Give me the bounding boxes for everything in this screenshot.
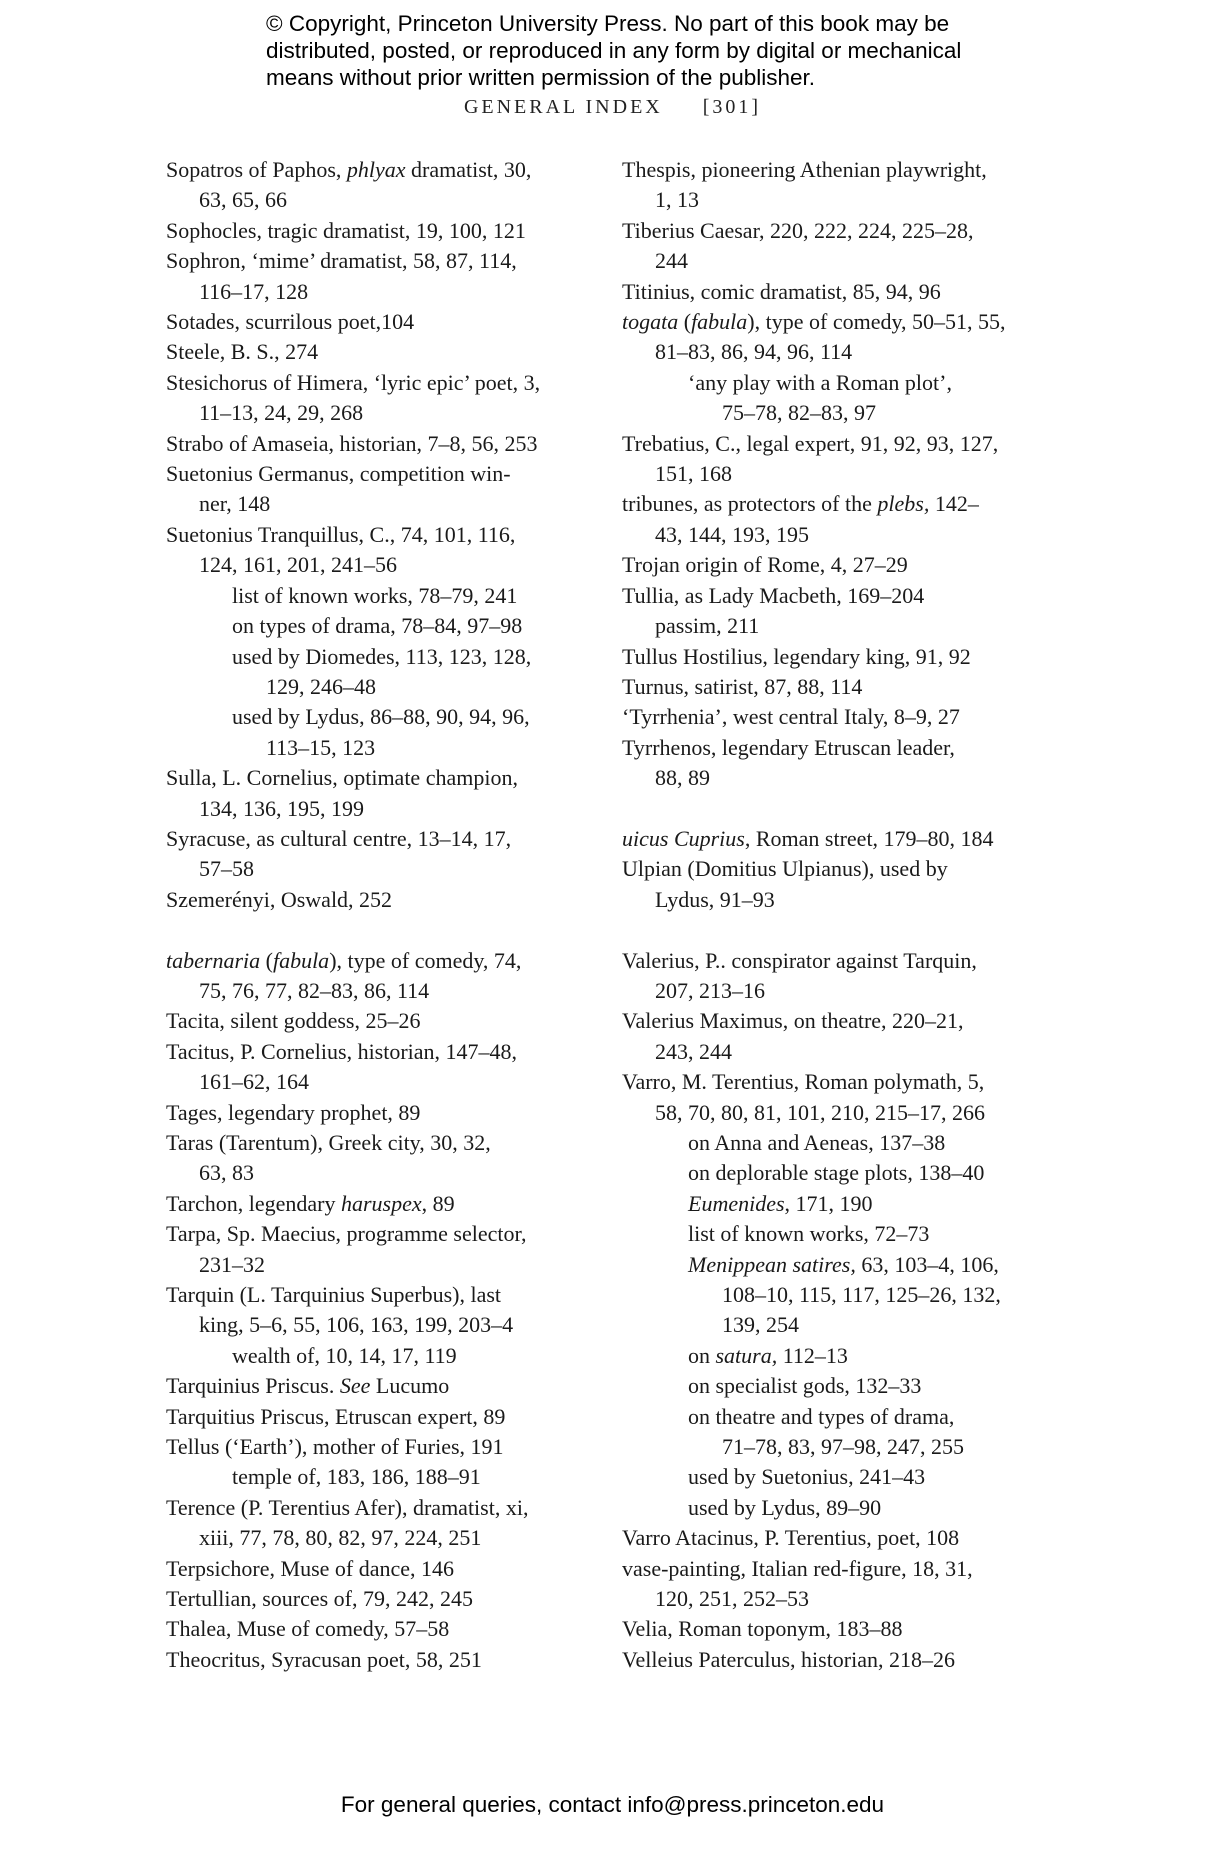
index-entry (166, 1098, 586, 1128)
index-entry-text: wealth of, 10, 14, 17, 119 (232, 1342, 457, 1368)
index-entry (622, 1614, 1042, 1644)
index-entry (166, 307, 586, 337)
index-entry-continuation (622, 1250, 1042, 1280)
index-entry-text: on types of drama, 78–84, 97–98 (232, 613, 523, 639)
running-head-title: GENERAL INDEX (463, 96, 663, 118)
index-entry-continuation (622, 1584, 1042, 1614)
index-entry-text: Thalea, Muse of comedy, 57–58 (166, 1616, 450, 1642)
index-entry-text: 120, 251, 252–53 (655, 1586, 809, 1612)
index-entry-text: 63, 83 (199, 1160, 254, 1186)
index-entry-text: Tarquinius Priscus. (166, 1373, 340, 1399)
index-entry-text: Terpsichore, Muse of dance, 146 (166, 1555, 455, 1581)
index-entry-italic-text: fabula (272, 947, 330, 973)
index-entry (166, 1371, 586, 1401)
index-entry (622, 854, 1042, 884)
index-entry-text: 231–32 (199, 1251, 265, 1277)
index-entry-continuation (622, 1128, 1042, 1158)
index-entry (622, 550, 1042, 580)
index-entry (166, 1645, 586, 1675)
index-entry-text: Suetonius Germanus, competition win- (166, 461, 511, 487)
index-entry (622, 1006, 1042, 1036)
index-entry-text: 88, 89 (655, 765, 710, 791)
index-entry-text: , 171, 190 (784, 1190, 873, 1216)
index-entry-text: 244 (655, 248, 688, 274)
index-entry-italic-text: See (339, 1373, 371, 1399)
index-entry-continuation (166, 1310, 586, 1340)
index-entry (166, 1128, 586, 1158)
index-entry-text: Steele, B. S., 274 (166, 339, 319, 365)
index-entry-text: used by Lydus, 86–88, 90, 94, 96, (232, 704, 530, 730)
footer-contact: For general queries, contact info@press.princeton.edu (340, 1792, 885, 1817)
index-entry-continuation (166, 854, 586, 884)
index-entry-continuation (166, 794, 586, 824)
index-entry-text: Tarquin (L. Tarquinius Superbus), last (166, 1282, 502, 1308)
index-entry-text: Syracuse, as cultural centre, 13–14, 17, (166, 825, 512, 851)
letter-group-gap (622, 794, 1042, 824)
index-entry-text: 43, 144, 193, 195 (655, 521, 809, 547)
index-entry-text: Suetonius Tranquillus, C., 74, 101, 116, (166, 521, 516, 547)
index-entry-text: Lucumo (370, 1373, 450, 1399)
index-entry (166, 155, 586, 185)
index-entry-text: Strabo of Amaseia, historian, 7–8, 56, 253 (166, 430, 538, 456)
index-entry (166, 1037, 586, 1067)
index-entry (166, 1402, 586, 1432)
index-entry-text: Sulla, L. Cornelius, optimate champion, (166, 765, 518, 791)
index-entry-text: ( (260, 947, 273, 973)
index-entry-text: 63, 65, 66 (199, 187, 287, 213)
index-entry-text: 151, 168 (655, 461, 732, 487)
index-entry-continuation (166, 672, 586, 702)
index-entry (166, 216, 586, 246)
index-entry-text: vase-painting, Italian red-figure, 18, 31, (622, 1555, 973, 1581)
index-entry (166, 1493, 586, 1523)
index-entry-text: ), type of comedy, 74, (329, 947, 522, 973)
index-entry-text: Stesichorus of Himera, ‘lyric epic’ poet, 3, (166, 369, 541, 395)
copyright-line: means without prior written permission of the publisher. (266, 65, 816, 90)
index-entry-text: Velleius Paterculus, historian, 218–26 (622, 1646, 956, 1672)
index-entry-text: Varro Atacinus, P. Terentius, poet, 108 (622, 1525, 960, 1551)
index-entry-continuation (166, 1523, 586, 1553)
index-entry-continuation (622, 185, 1042, 215)
index-entry-text: Sophocles, tragic dramatist, 19, 100, 121 (166, 217, 526, 243)
index-entry-continuation (166, 581, 586, 611)
index-entry-text: Tullus Hostilius, legendary king, 91, 92 (622, 643, 971, 669)
index-entry (166, 368, 586, 398)
index-entry (622, 672, 1042, 702)
index-entry-text: 1, 13 (655, 187, 699, 213)
index-entry-text: Lydus, 91–93 (655, 886, 775, 912)
index-entry-text: Varro, M. Terentius, Roman polymath, 5, (622, 1069, 985, 1095)
running-head (0, 96, 1225, 119)
index-entry-continuation (166, 1067, 586, 1097)
index-entry-continuation (622, 1098, 1042, 1128)
copyright-line: distributed, posted, or reproduced in any form by digital or mechanical (266, 38, 962, 63)
index-entry-text: 57–58 (199, 856, 254, 882)
index-entry-text: 75, 76, 77, 82–83, 86, 114 (199, 977, 430, 1003)
index-entry-text: dramatist, 30, (405, 157, 532, 182)
index-entry-text: Titinius, comic dramatist, 85, 94, 96 (622, 278, 941, 304)
index-entry-text: on theatre and types of drama, (688, 1403, 955, 1429)
index-entry-text: 75–78, 82–83, 97 (722, 400, 876, 426)
index-entry (166, 337, 586, 367)
index-entry-text: Tarchon, legendary (166, 1190, 341, 1216)
index-entry-text: 11–13, 24, 29, 268 (199, 400, 364, 426)
index-entry-text: list of known works, 78–79, 241 (232, 582, 518, 608)
index-entry-italic-text: Eumenides (688, 1190, 785, 1216)
index-entry (622, 216, 1042, 246)
index-entry-continuation (622, 1310, 1042, 1340)
index-entry-text: Tarquitius Priscus, Etruscan expert, 89 (166, 1403, 506, 1429)
index-entry-text: 129, 246–48 (266, 673, 376, 699)
index-entry (166, 520, 586, 550)
index-entry (166, 1006, 586, 1036)
index-entry-text: Tyrrhenos, legendary Etruscan leader, (622, 734, 955, 760)
index-entry-continuation (622, 1402, 1042, 1432)
running-head-spacer (671, 96, 695, 118)
index-column-left (166, 155, 586, 1675)
index-entry-text: 63, 103–4, 106, (855, 1251, 999, 1277)
index-entry-continuation (166, 550, 586, 580)
index-entry-text: Tellus (‘Earth’), mother of Furies, 191 (166, 1434, 504, 1460)
index-entry-continuation (166, 1341, 586, 1371)
index-entry-continuation (622, 1462, 1042, 1492)
index-entry-italic-text: togata (622, 309, 679, 335)
index-entry-text: on Anna and Aeneas, 137–38 (688, 1129, 946, 1155)
index-entry (166, 763, 586, 793)
index-entry-continuation (622, 1493, 1042, 1523)
index-entry-text: on specialist gods, 132–33 (688, 1373, 922, 1399)
index-entry (166, 946, 586, 976)
index-entry-text: Sopatros of Paphos, (166, 157, 347, 182)
index-column-right (622, 155, 1042, 1675)
index-entry-continuation (622, 1371, 1042, 1401)
index-entry-continuation (166, 489, 586, 519)
index-entry-text: 161–62, 164 (199, 1069, 309, 1095)
index-entry-italic-text: plebs, (877, 491, 930, 517)
index-entry (622, 1554, 1042, 1584)
index-entry-continuation (622, 459, 1042, 489)
index-entry-continuation (622, 1341, 1042, 1371)
index-entry-text: ner, 148 (199, 491, 271, 517)
index-entry-continuation (166, 398, 586, 428)
index-entry (166, 824, 586, 854)
index-entry-text: king, 5–6, 55, 106, 163, 199, 203–4 (199, 1312, 514, 1338)
index-entry-text: Szemerényi, Oswald, 252 (166, 886, 393, 912)
index-entry-text: Turnus, satirist, 87, 88, 114 (622, 673, 863, 699)
copyright-notice (266, 10, 1026, 91)
index-entry-continuation (622, 763, 1042, 793)
index-entry-continuation (622, 1219, 1042, 1249)
index-entry-text: ( (678, 309, 692, 335)
index-entry (622, 429, 1042, 459)
index-entry-continuation (622, 337, 1042, 367)
index-entry-continuation (166, 611, 586, 641)
index-entry-text: list of known works, 72–73 (688, 1221, 930, 1247)
index-entry-italic-text: haruspex (341, 1190, 422, 1216)
index-entry-text: Trebatius, C., legal expert, 91, 92, 93, 127, (622, 430, 999, 456)
index-entry-text: ‘any play with a Roman plot’, (688, 369, 952, 395)
index-entry (622, 307, 1042, 337)
index-entry (622, 489, 1042, 519)
index-entry-continuation (622, 246, 1042, 276)
index-entry-text: Tarpa, Sp. Maecius, programme selector, (166, 1221, 527, 1247)
index-entry-text: , 89 (421, 1190, 455, 1216)
index-entry (622, 1067, 1042, 1097)
index-entry-text: Theocritus, Syracusan poet, 58, 251 (166, 1646, 482, 1672)
letter-group-gap (622, 915, 1042, 945)
index-entry-continuation (622, 1158, 1042, 1188)
index-entry-text: 116–17, 128 (199, 278, 309, 304)
index-entry-italic-text: satura, (715, 1342, 778, 1368)
index-entry (166, 1554, 586, 1584)
index-entry-text: Tacita, silent goddess, 25–26 (166, 1008, 421, 1034)
index-entry-continuation (622, 611, 1042, 641)
index-entry-text: 142– (929, 491, 979, 517)
index-entry-text: 108–10, 115, 117, 125–26, 132, (722, 1282, 1001, 1307)
index-entry (166, 1189, 586, 1219)
index-entry-text: 81–83, 86, 94, 96, 114 (655, 339, 853, 365)
index-entry-text: Tages, legendary prophet, 89 (166, 1099, 421, 1125)
index-entry (622, 1645, 1042, 1675)
index-entry-continuation (622, 1189, 1042, 1219)
index-entry (622, 277, 1042, 307)
index-entry-text: Ulpian (Domitius Ulpianus), used by (622, 856, 948, 882)
index-entry-text: 112–13 (777, 1342, 848, 1368)
index-entry-text: tribunes, as protectors of the (622, 491, 878, 517)
index-entry-continuation (166, 702, 586, 732)
index-entry-continuation (166, 1462, 586, 1492)
index-entry-text: ‘Tyrrhenia’, west central Italy, 8–9, 27 (622, 704, 960, 730)
index-entry-text: Taras (Tarentum), Greek city, 30, 32, (166, 1129, 491, 1155)
index-entry-text: on deplorable stage plots, 138–40 (688, 1160, 985, 1186)
index-entry-italic-text: Menippean satires, (688, 1251, 856, 1277)
index-entry-continuation (166, 733, 586, 763)
index-entry (622, 155, 1042, 185)
index-entry-text: 58, 70, 80, 81, 101, 210, 215–17, 266 (655, 1099, 985, 1125)
index-entry (166, 1219, 586, 1249)
index-entry (166, 1584, 586, 1614)
index-entry-text: used by Diomedes, 113, 123, 128, (232, 643, 532, 669)
index-entry (166, 246, 586, 276)
page-number: [301] (702, 96, 762, 118)
index-entry-text: 134, 136, 195, 199 (199, 795, 364, 821)
index-entry-continuation (166, 277, 586, 307)
index-entry-continuation (622, 520, 1042, 550)
index-entry-continuation (622, 885, 1042, 915)
index-entry-text: passim, 211 (655, 613, 760, 639)
index-entry-text: Tullia, as Lady Macbeth, 169–204 (622, 582, 925, 608)
index-entry-continuation (622, 1432, 1042, 1462)
index-entry-text: used by Lydus, 89–90 (688, 1494, 882, 1520)
index-entry-continuation (622, 398, 1042, 428)
index-entry-text: 139, 254 (722, 1312, 799, 1338)
index-entry (166, 429, 586, 459)
index-entry (622, 733, 1042, 763)
index-entry-text: temple of, 183, 186, 188–91 (232, 1464, 481, 1490)
index-entry-text: on (688, 1342, 716, 1368)
index-entry (166, 1280, 586, 1310)
index-entry-italic-text: fabula (691, 309, 748, 335)
index-entry-continuation (166, 1250, 586, 1280)
index-entry-text: Thespis, pioneering Athenian playwright, (622, 157, 987, 182)
index-entry-continuation (166, 976, 586, 1006)
index-entry-text: Velia, Roman toponym, 183–88 (622, 1616, 903, 1642)
index-entry (166, 1432, 586, 1462)
index-entry-text: Sophron, ‘mime’ dramatist, 58, 87, 114, (166, 248, 517, 274)
index-entry (166, 885, 586, 915)
index-entry (622, 946, 1042, 976)
index-entry (622, 642, 1042, 672)
index-entry-italic-text: phlyax (346, 157, 406, 182)
index-entry-text: 113–15, 123 (266, 734, 376, 760)
index-entry-text: 207, 213–16 (655, 977, 765, 1003)
index-entry (166, 459, 586, 489)
index-entry-continuation (622, 976, 1042, 1006)
index-entry-italic-text: uicus Cuprius (622, 825, 745, 851)
index-entry-text: xiii, 77, 78, 80, 82, 97, 224, 251 (199, 1525, 482, 1551)
index-entry (622, 702, 1042, 732)
index-entry-text: Tertullian, sources of, 79, 242, 245 (166, 1586, 474, 1612)
index-entry-text: 124, 161, 201, 241–56 (199, 552, 397, 578)
index-entry-text: used by Suetonius, 241–43 (688, 1464, 926, 1490)
index-entry-text: Sotades, scurrilous poet,104 (166, 309, 415, 335)
index-entry-continuation (166, 185, 586, 215)
index-entry-text: , Roman street, 179–80, 184 (744, 825, 994, 851)
index-entry-continuation (166, 642, 586, 672)
index-entry-continuation (622, 368, 1042, 398)
index-entry-continuation (166, 1158, 586, 1188)
index-entry (622, 824, 1042, 854)
index-entry-continuation (622, 1037, 1042, 1067)
index-entry (622, 1523, 1042, 1553)
index-entry-text: Terence (P. Terentius Afer), dramatist, xi, (166, 1494, 529, 1520)
index-entry-text: Tiberius Caesar, 220, 222, 224, 225–28, (622, 217, 974, 243)
index-entry-text: Valerius Maximus, on theatre, 220–21, (622, 1008, 964, 1034)
index-entry-text: 243, 244 (655, 1038, 732, 1064)
index-entry-text: 71–78, 83, 97–98, 247, 255 (722, 1434, 964, 1460)
index-entry-continuation (622, 1280, 1042, 1310)
copyright-line: © Copyright, Princeton University Press. No part of this book may be (266, 11, 950, 36)
index-entry-text: Valerius, P.. conspirator against Tarquin, (622, 947, 977, 973)
index-entry-text: ), type of comedy, 50–51, 55, (747, 309, 1006, 335)
index-entry (622, 581, 1042, 611)
index-entry (166, 1614, 586, 1644)
index-entry-text: Trojan origin of Rome, 4, 27–29 (622, 552, 908, 578)
index-entry-text: Tacitus, P. Cornelius, historian, 147–48, (166, 1038, 518, 1064)
letter-group-gap (166, 915, 586, 945)
index-entry-italic-text: tabernaria (166, 947, 261, 973)
